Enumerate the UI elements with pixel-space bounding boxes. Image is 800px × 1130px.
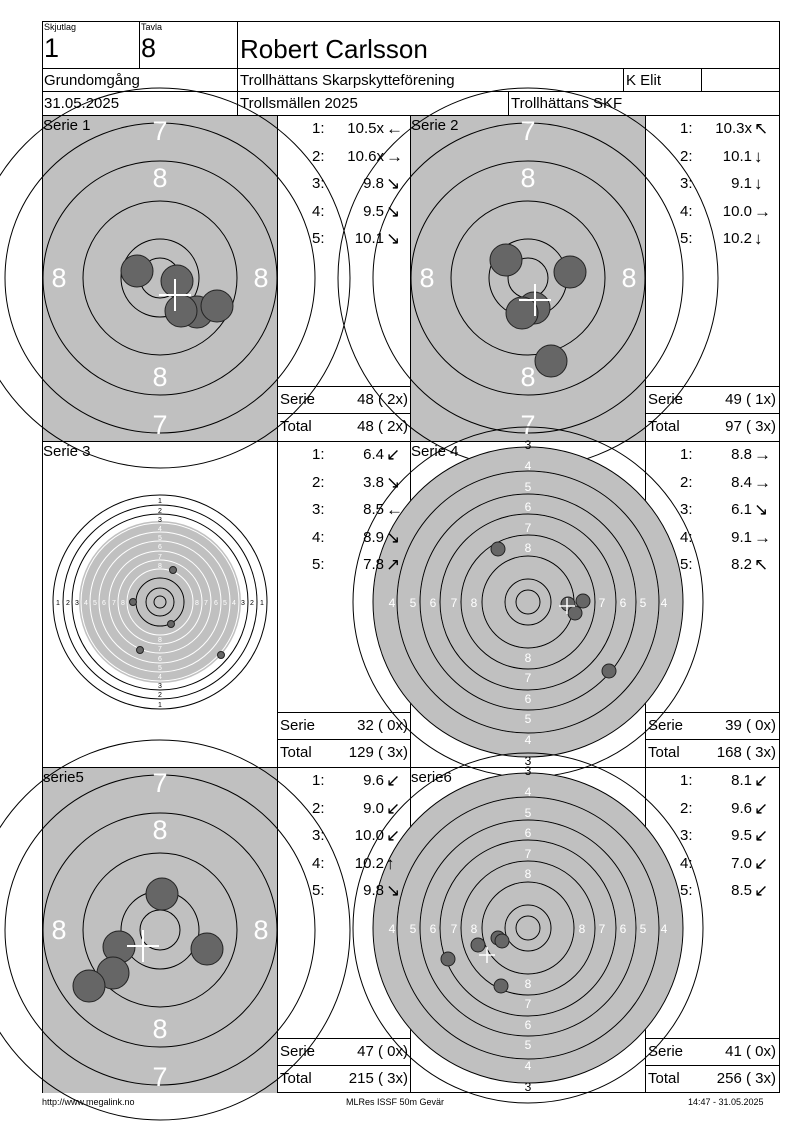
ring-number: 3 <box>524 754 532 768</box>
shot-hole <box>130 599 137 606</box>
shot-number: 1: <box>312 120 325 137</box>
shot-hole <box>602 664 616 678</box>
shot-direction-arrow: ↗ <box>386 555 401 574</box>
shot-score: 8.4 <box>731 473 752 491</box>
shot-direction-arrow: → <box>754 201 771 221</box>
shot-score: 10.0 <box>354 827 384 844</box>
target-zoom <box>43 768 277 1093</box>
ring-number: 4 <box>660 922 668 936</box>
shot-score: 8.1 <box>731 772 752 789</box>
date: 31.05.2025 <box>44 95 120 112</box>
ring-number: 7 <box>204 600 208 607</box>
serie-score: 41 ( 0x) <box>725 1043 776 1060</box>
shot-hole <box>170 567 177 574</box>
ring-number: 5 <box>93 600 97 607</box>
shot-direction-arrow: → <box>386 146 403 166</box>
shot-number: 2: <box>312 147 325 165</box>
serie-score: 49 ( 1x) <box>725 391 776 408</box>
shot-number: 4: <box>680 528 693 546</box>
shot-direction-arrow: ↙ <box>754 881 769 900</box>
shot-score: 9.8 <box>363 882 384 899</box>
shot-hole <box>121 255 153 287</box>
ring-number: 8 <box>470 922 478 936</box>
ring-number: 8 <box>152 815 168 845</box>
ring-number: 6 <box>158 544 162 551</box>
shot-hole <box>576 594 590 608</box>
ring-number: 6 <box>158 656 162 663</box>
shot-number: 2: <box>680 473 693 491</box>
shot-number: 3: <box>312 501 325 518</box>
ring-number: 4 <box>524 733 532 747</box>
competition-type: Grundomgång <box>44 72 140 89</box>
ring-number: 4 <box>158 674 162 681</box>
shot-score: 3.8 <box>363 473 384 491</box>
shot-number: 3: <box>680 501 693 518</box>
shot-direction-arrow: → <box>754 472 771 492</box>
shot-hole <box>568 606 582 620</box>
shot-hole <box>146 878 178 910</box>
shot-direction-arrow: ↙ <box>386 826 401 845</box>
ring-number: 7 <box>152 410 168 440</box>
serie-label: Serie <box>648 391 684 408</box>
shot-hole <box>535 345 567 377</box>
total-score: 97 ( 3x) <box>725 418 776 435</box>
shot-direction-arrow: ↘ <box>386 881 401 900</box>
shot-hole <box>471 938 485 952</box>
ring-number: 8 <box>253 915 269 945</box>
ring-number: 5 <box>223 600 227 607</box>
shot-score: 10.1 <box>354 230 384 247</box>
ring-number: 7 <box>152 1062 168 1092</box>
shot-number: 5: <box>680 556 693 573</box>
shot-number: 1: <box>312 446 325 463</box>
ring-number: 7 <box>524 847 532 861</box>
shot-score: 9.8 <box>363 175 384 192</box>
shooter-name: Robert Carlsson <box>240 34 428 64</box>
ring-number: 5 <box>524 712 532 726</box>
shot-direction-arrow: ↙ <box>386 445 401 464</box>
ring-number: 8 <box>253 263 269 293</box>
serie-title: Serie 3 <box>43 443 91 460</box>
ring-number: 5 <box>409 922 417 936</box>
shot-score: 8.9 <box>363 528 384 546</box>
shot-direction-arrow: ↙ <box>754 771 769 790</box>
ring-number: 8 <box>152 1014 168 1044</box>
ring-number: 5 <box>158 535 162 542</box>
ring-number: 7 <box>158 554 162 561</box>
shot-hole <box>441 952 455 966</box>
ring-number: 5 <box>158 665 162 672</box>
ring-number: 3 <box>524 1080 532 1094</box>
ring-number: 7 <box>152 116 168 146</box>
shot-direction-arrow: ↙ <box>754 853 769 873</box>
ring-number: 4 <box>660 596 668 610</box>
ring-number: 8 <box>195 600 199 607</box>
ring-number: 7 <box>152 768 168 798</box>
shot-number: 4: <box>680 202 693 220</box>
ring-number: 3 <box>75 600 79 607</box>
shot-number: 3: <box>680 175 693 192</box>
shot-score: 8.5 <box>363 501 384 518</box>
total-score: 168 ( 3x) <box>716 744 776 761</box>
shot-hole <box>73 970 105 1002</box>
serie-label: Serie <box>648 1043 684 1060</box>
serie-score: 39 ( 0x) <box>725 717 776 734</box>
shot-hole <box>201 290 233 322</box>
shot-number: 5: <box>680 882 693 899</box>
total-score: 215 ( 3x) <box>348 1070 408 1087</box>
shot-score: 8.5 <box>731 882 752 899</box>
ring-number: 7 <box>524 997 532 1011</box>
shot-score: 10.6x <box>347 147 384 165</box>
shot-score: 10.3x <box>715 120 752 137</box>
ring-number: 2 <box>250 600 254 607</box>
ring-number: 8 <box>524 651 532 665</box>
ring-number: 7 <box>524 671 532 685</box>
shot-direction-arrow: → <box>754 445 771 464</box>
ring-number: 3 <box>158 683 162 690</box>
shot-number: 1: <box>680 120 693 137</box>
ring-number: 3 <box>241 600 245 607</box>
club-name: Trollhättans Skarpskytteförening <box>240 72 455 89</box>
serie-label: Serie <box>280 1043 316 1060</box>
shot-score: 7.0 <box>731 854 752 872</box>
ring-number: 6 <box>429 596 437 610</box>
ring-number: 6 <box>619 596 627 610</box>
shot-score: 10.2 <box>354 854 384 872</box>
total-label: Total <box>280 744 312 761</box>
ring-number: 3 <box>524 438 532 452</box>
total-label: Total <box>648 744 680 761</box>
ring-number: 7 <box>520 410 536 440</box>
shot-direction-arrow: ↘ <box>386 229 401 248</box>
shot-hole <box>168 621 175 628</box>
ring-number: 8 <box>158 637 162 644</box>
shot-number: 4: <box>680 854 693 872</box>
ring-number: 4 <box>524 1059 532 1073</box>
serie-title: Serie 1 <box>43 117 91 134</box>
shot-score: 10.0 <box>722 202 752 220</box>
ring-number: 4 <box>84 600 88 607</box>
skjutlag-value: 1 <box>44 33 60 63</box>
serie-score: 32 ( 0x) <box>357 717 408 734</box>
shot-number: 3: <box>312 827 325 844</box>
shot-hole <box>495 934 509 948</box>
shot-direction-arrow: ↓ <box>754 174 763 193</box>
ring-number: 8 <box>524 867 532 881</box>
serie-title: serie6 <box>411 769 452 786</box>
shot-direction-arrow: ↙ <box>386 798 401 818</box>
ring-number: 6 <box>524 1018 532 1032</box>
shot-direction-arrow: ↙ <box>386 771 401 790</box>
shot-direction-arrow: ↘ <box>386 472 401 492</box>
serie-title: serie5 <box>43 769 84 786</box>
ring-number: 8 <box>121 600 125 607</box>
ring-number: 4 <box>232 600 236 607</box>
ring-number: 8 <box>158 563 162 570</box>
total-label: Total <box>648 1070 680 1087</box>
shot-number: 5: <box>312 882 325 899</box>
ring-number: 6 <box>619 922 627 936</box>
ring-number: 8 <box>152 163 168 193</box>
ring-number: 2 <box>66 600 70 607</box>
shot-score: 9.6 <box>731 799 752 817</box>
shot-hole <box>165 295 197 327</box>
shot-direction-arrow: ← <box>386 500 403 519</box>
serie-score: 47 ( 0x) <box>357 1043 408 1060</box>
ring-number: 3 <box>524 764 532 778</box>
shot-number: 1: <box>680 772 693 789</box>
ring-number: 8 <box>520 163 536 193</box>
ring-number: 4 <box>388 922 396 936</box>
ring-number: 7 <box>450 922 458 936</box>
ring-number: 4 <box>388 596 396 610</box>
ring-number: 3 <box>158 517 162 524</box>
shot-direction-arrow: ↖ <box>754 119 769 138</box>
shot-score: 9.6 <box>363 772 384 789</box>
shot-hole <box>490 244 522 276</box>
shot-direction-arrow: ↓ <box>754 146 763 166</box>
serie-label: Serie <box>280 717 316 734</box>
total-score: 48 ( 2x) <box>357 418 408 435</box>
ring-number: 2 <box>158 508 162 515</box>
ring-number: 8 <box>524 977 532 991</box>
ring-number: 8 <box>419 263 435 293</box>
shot-number: 1: <box>680 446 693 463</box>
footer-software: MLRes ISSF 50m Gevär <box>346 1097 445 1107</box>
shot-number: 3: <box>312 175 325 192</box>
shot-direction-arrow: ↘ <box>754 500 769 519</box>
ring-number: 6 <box>524 692 532 706</box>
shot-direction-arrow: ↓ <box>754 229 763 248</box>
shot-score: 10.5x <box>347 120 384 137</box>
shot-number: 4: <box>312 854 325 872</box>
tavla-value: 8 <box>141 33 157 63</box>
shot-score: 6.1 <box>731 501 752 518</box>
shot-hole <box>491 542 505 556</box>
target-full <box>43 442 277 767</box>
ring-number: 5 <box>409 596 417 610</box>
shot-score: 6.4 <box>363 446 384 463</box>
target-zoom <box>411 116 645 441</box>
shot-number: 2: <box>312 473 325 491</box>
shot-number: 5: <box>312 230 325 247</box>
total-label: Total <box>280 418 312 435</box>
ring-number: 5 <box>524 1038 532 1052</box>
serie-label: Serie <box>648 717 684 734</box>
shot-number: 4: <box>312 202 325 220</box>
shot-number: 2: <box>312 799 325 817</box>
shot-direction-arrow: ↘ <box>386 174 401 193</box>
shot-direction-arrow: ↑ <box>386 853 395 873</box>
class-name: K Elit <box>626 72 662 89</box>
ring-number: 1 <box>260 600 264 607</box>
ring-number: 4 <box>524 785 532 799</box>
ring-number: 1 <box>158 498 162 505</box>
ring-number: 8 <box>520 362 536 392</box>
shot-score: 9.5 <box>363 202 384 220</box>
shot-score: 10.2 <box>722 230 752 247</box>
event-name: Trollsmällen 2025 <box>240 95 358 112</box>
ring-number: 8 <box>524 541 532 555</box>
total-score: 129 ( 3x) <box>348 744 408 761</box>
ring-number: 5 <box>639 596 647 610</box>
ring-number: 1 <box>56 600 60 607</box>
ring-number: 8 <box>621 263 637 293</box>
ring-number: 7 <box>112 600 116 607</box>
shot-hole <box>191 933 223 965</box>
ring-number: 8 <box>470 596 478 610</box>
ring-number: 7 <box>598 596 606 610</box>
total-label: Total <box>648 418 680 435</box>
footer-timestamp: 14:47 - 31.05.2025 <box>688 1097 764 1107</box>
ring-number: 5 <box>639 922 647 936</box>
skjutlag-label: Skjutlag <box>44 22 77 32</box>
ring-number: 8 <box>578 922 586 936</box>
ring-number: 1 <box>158 702 162 709</box>
shot-number: 5: <box>680 230 693 247</box>
shot-hole <box>137 647 144 654</box>
ring-number: 7 <box>158 646 162 653</box>
shot-score: 8.2 <box>731 556 752 573</box>
serie-title: Serie 2 <box>411 117 459 134</box>
shot-direction-arrow: ↖ <box>754 555 769 574</box>
shot-score: 9.5 <box>731 827 752 844</box>
shot-number: 2: <box>680 799 693 817</box>
shot-number: 4: <box>312 528 325 546</box>
serie-score: 48 ( 2x) <box>357 391 408 408</box>
shot-hole <box>506 297 538 329</box>
ring-number: 8 <box>152 362 168 392</box>
shot-hole <box>218 652 225 659</box>
ring-number: 7 <box>598 922 606 936</box>
ring-number: 2 <box>158 692 162 699</box>
shot-score: 7.8 <box>363 556 384 573</box>
ring-number: 5 <box>524 806 532 820</box>
total-score: 256 ( 3x) <box>716 1070 776 1087</box>
shot-number: 2: <box>680 147 693 165</box>
shot-hole <box>494 979 508 993</box>
shot-direction-arrow: ↙ <box>754 798 769 818</box>
shot-direction-arrow: ↘ <box>386 527 401 547</box>
shot-direction-arrow: ↘ <box>386 201 401 221</box>
shot-hole <box>554 256 586 288</box>
ring-number: 4 <box>524 459 532 473</box>
serie-title: Serie 4 <box>411 443 459 460</box>
shot-number: 5: <box>312 556 325 573</box>
ring-number: 6 <box>102 600 106 607</box>
ring-number: 6 <box>214 600 218 607</box>
shot-score: 9.1 <box>731 528 752 546</box>
ring-number: 6 <box>524 826 532 840</box>
ring-number: 6 <box>429 922 437 936</box>
shot-direction-arrow: → <box>754 527 771 547</box>
ring-number: 6 <box>524 500 532 514</box>
shot-score: 10.1 <box>722 147 752 165</box>
ring-number: 5 <box>524 480 532 494</box>
serie-label: Serie <box>280 391 316 408</box>
shot-score: 9.0 <box>363 799 384 817</box>
footer-url[interactable]: http://www.megalink.no <box>42 1097 135 1107</box>
shot-number: 3: <box>680 827 693 844</box>
ring-number: 8 <box>51 263 67 293</box>
target-zoom <box>43 116 277 441</box>
shot-direction-arrow: ← <box>386 119 403 138</box>
ring-number: 8 <box>51 915 67 945</box>
total-label: Total <box>280 1070 312 1087</box>
ring-number: 4 <box>158 526 162 533</box>
shot-score: 9.1 <box>731 175 752 192</box>
ring-number: 7 <box>520 116 536 146</box>
shot-direction-arrow: ↙ <box>754 826 769 845</box>
shot-score: 8.8 <box>731 446 752 463</box>
ring-number: 7 <box>450 596 458 610</box>
tavla-label: Tavla <box>141 22 163 32</box>
club-short: Trollhättans SKF <box>511 95 623 112</box>
shot-number: 1: <box>312 772 325 789</box>
ring-number: 7 <box>524 521 532 535</box>
shot-hole <box>161 265 193 297</box>
